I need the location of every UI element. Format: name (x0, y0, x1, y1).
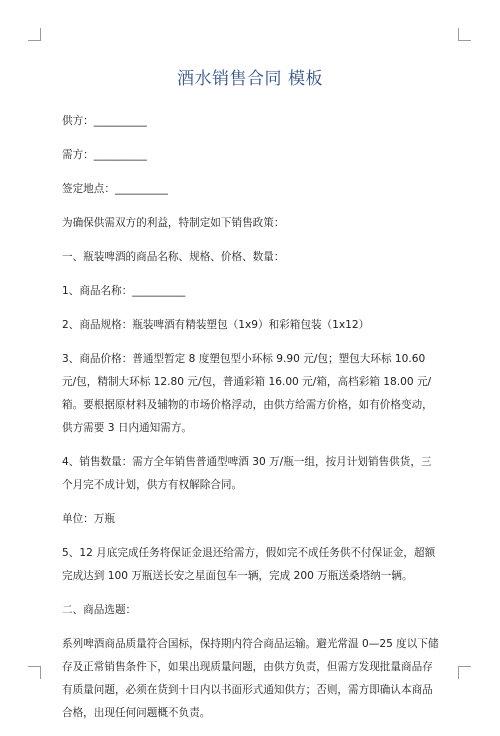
document-body (62, 110, 442, 736)
section2-body: 系列啤酒商品质量符合国标，保持期内符合商品运输。避光常温 0—25 度以下储存及正常销售条件下，如果出现质量问题，由供方负责，但需方发现批量商品存有质量问题，必须在货到十日内以书面形式通知供方；否则，需方即确认本商品合格，出现任何问题概不负责。 (62, 638, 439, 719)
item5-deposit: 5、12 月底完成任务将保证金退还给需方，假如完不成任务供不付保证金，超额完成达到 100 万瓶送长安之星面包车一辆，完成 200 万瓶送桑塔纳一辆。 (62, 547, 436, 582)
intro-paragraph: 为确保供需双方的利益，特制定如下销售政策： (62, 217, 285, 229)
item3-price: 3、商品价格：普通型暂定 8 度塑包型小环标 9.90 元/包；塑包大环标 10.60 元/包，精制大环标 12.80 元/包，普通彩箱 16.00 元/箱，高档彩箱 18.00 元/箱。要根据原材料及辅物的市场价格浮动，由供方给需方价格，如有价格变动，供方需要 3 日内通知需方。 (62, 353, 433, 434)
crop-mark-top-left (28, 28, 41, 41)
section1-heading: 一、瓶装啤酒的商品名称、规格、价格、数量： (62, 251, 285, 263)
item2-spec: 2、商品规格：瓶装啤酒有精装塑包（1x9）和彩箱包装（1x12） (62, 319, 370, 331)
item1-product-name: 1、商品名称：__________ (62, 285, 186, 297)
crop-mark-bottom-right (458, 666, 471, 679)
document-title: 酒水销售合同 模板 (177, 69, 323, 89)
crop-mark-top-right (458, 28, 471, 41)
section2-heading: 二、商品选题： (62, 604, 137, 616)
item4-quantity: 4、销售数量：需方全年销售普通型啤酒 30 万/瓶一组，按月计划销售供货，三个月完不成计划，供方有权解除合同。 (62, 456, 432, 491)
crop-mark-bottom-left (28, 666, 41, 679)
sign-place-line: 签定地点：__________ (62, 183, 168, 195)
buyer-line: 需方：__________ (62, 149, 147, 161)
supplier-line: 供方：__________ (62, 115, 147, 127)
unit-line: 单位：万瓶 (62, 513, 115, 525)
